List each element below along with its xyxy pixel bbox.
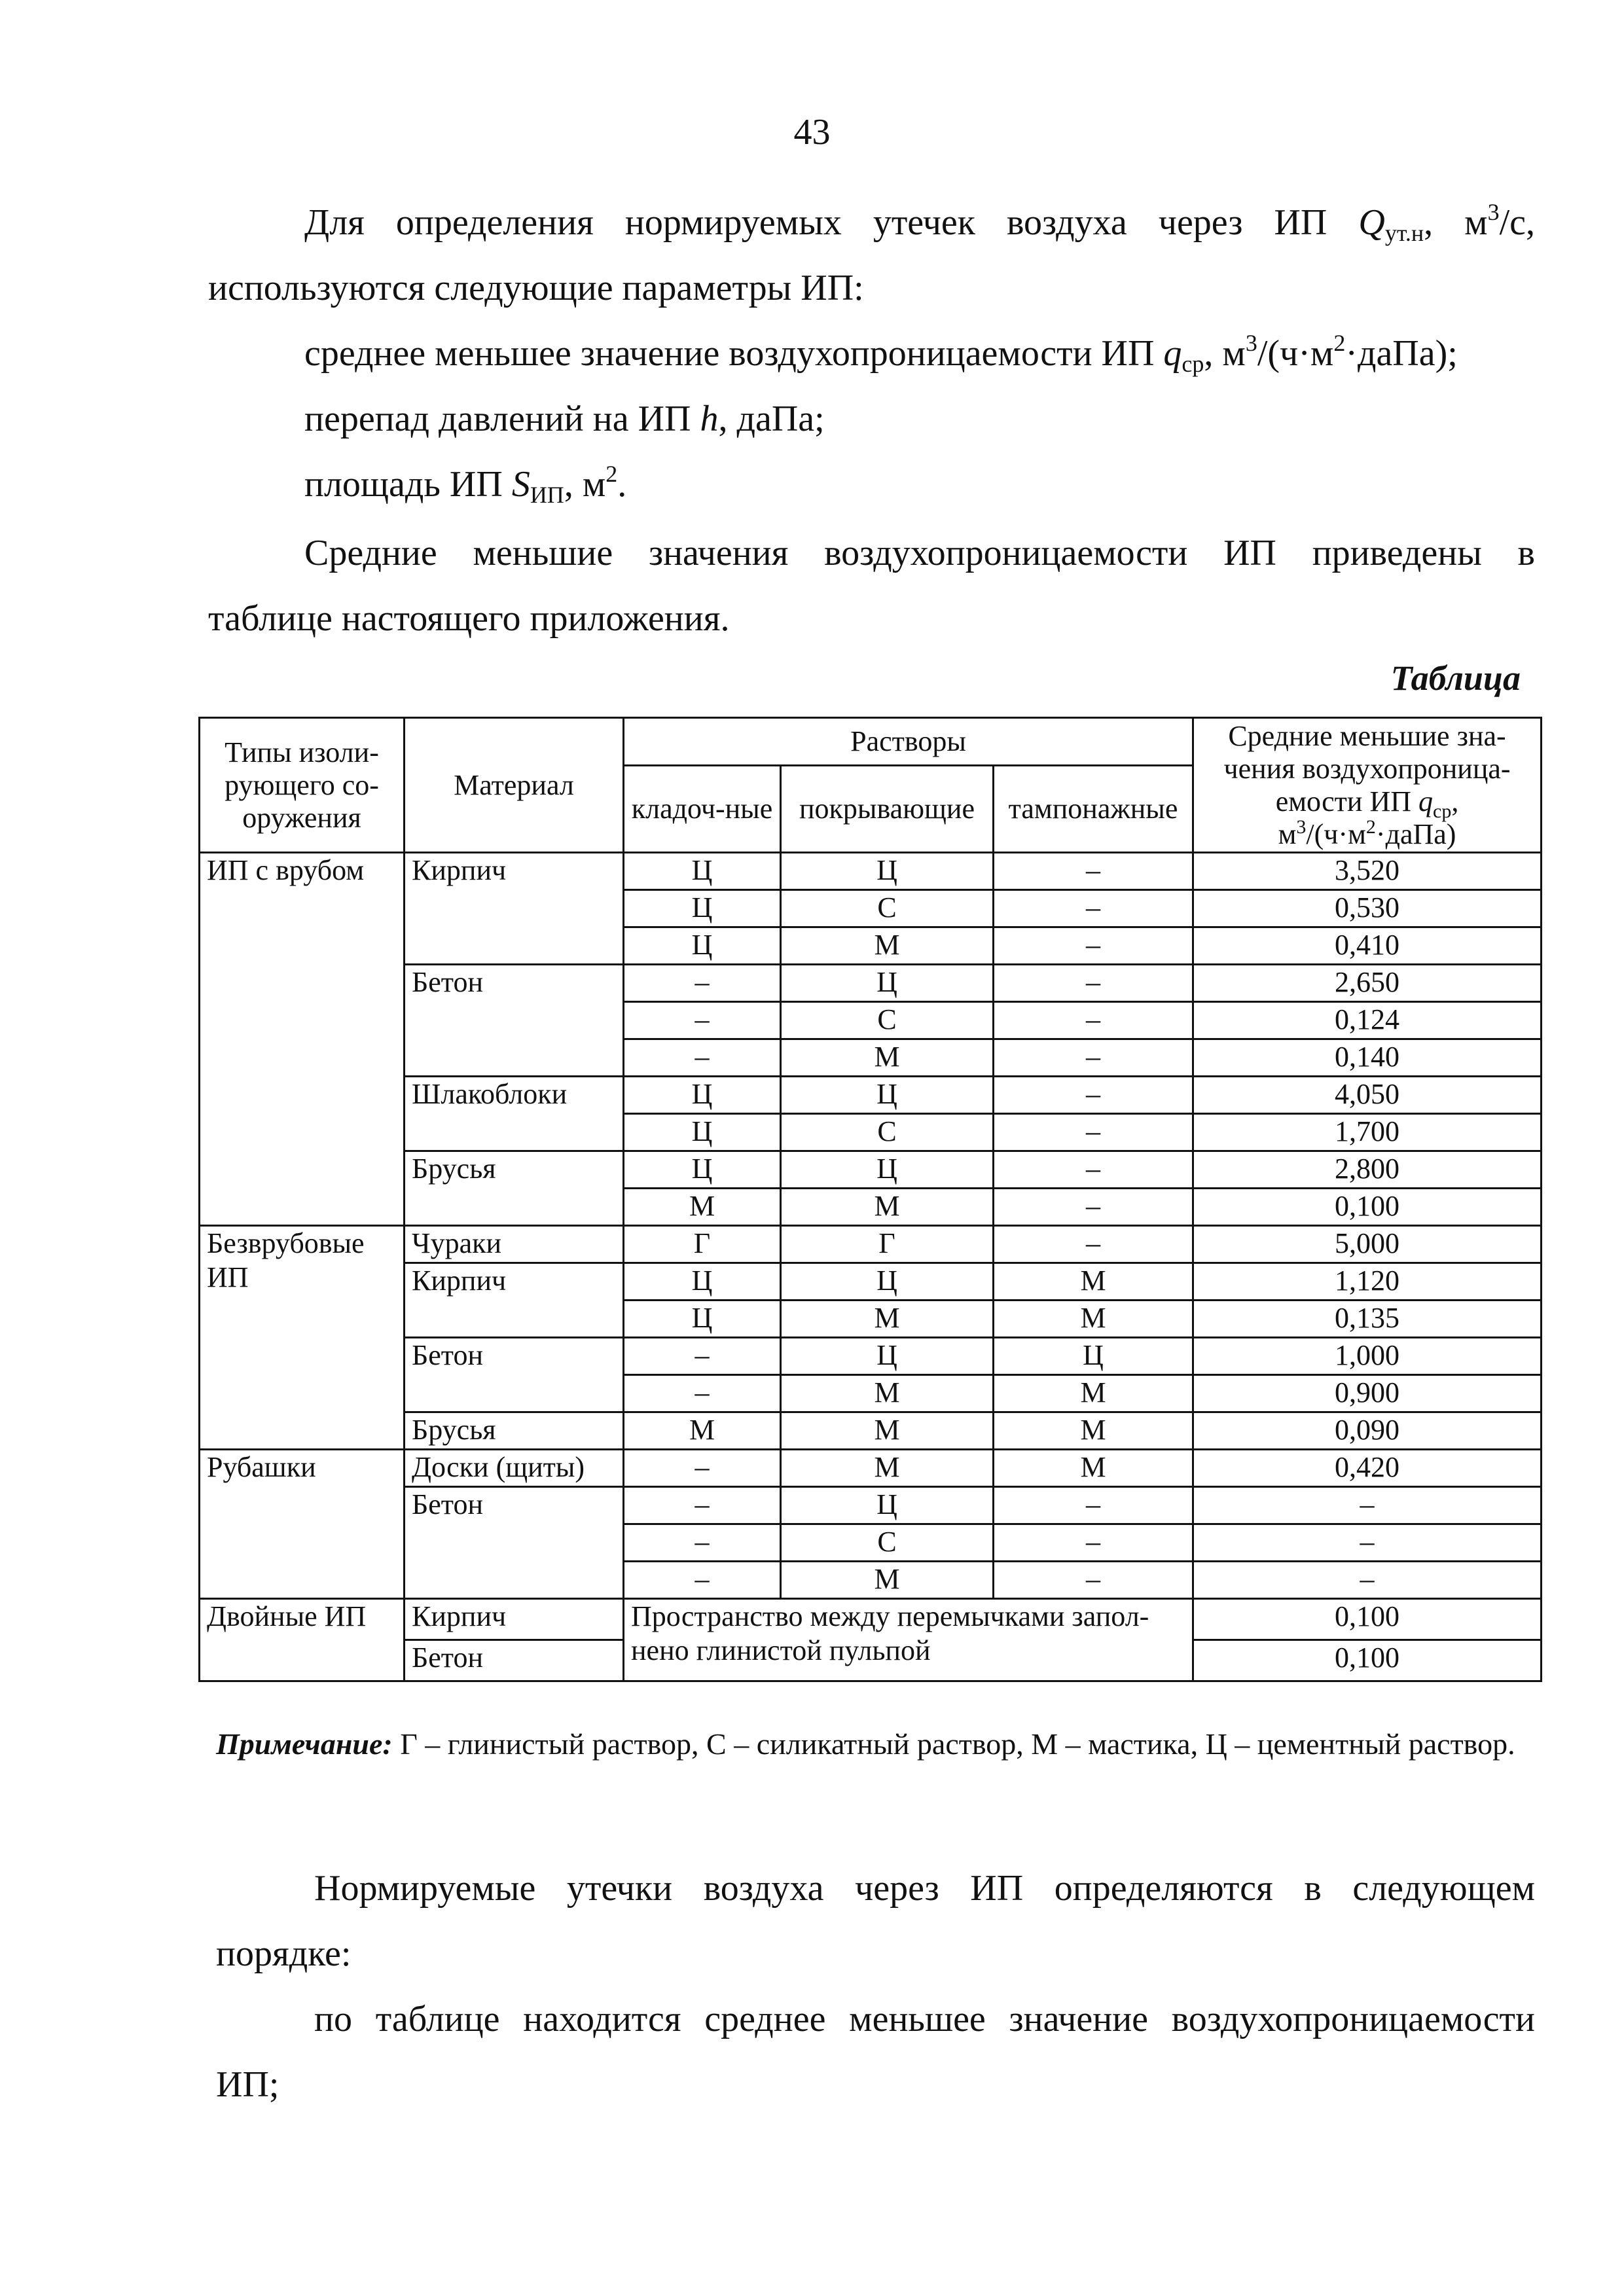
cell-plugging: –	[994, 1002, 1193, 1039]
type-cell: Безврубовые ИП	[200, 1226, 405, 1450]
superscript: 3	[1296, 816, 1307, 838]
material-cell: Кирпич	[405, 853, 624, 965]
cell-coating: Ц	[781, 1151, 994, 1189]
material-cell: Бетон	[405, 1338, 624, 1412]
cell-plugging: –	[994, 1524, 1193, 1562]
subscript: ИП	[530, 482, 564, 508]
text: ·даПа);	[1345, 333, 1458, 374]
para-table-ref-line1: Средние меньшие значения воздухопроницаемости ИП приведены в	[304, 533, 1535, 573]
text: перепад давлений на ИП	[304, 399, 700, 439]
material-cell: Чураки	[405, 1226, 624, 1263]
cell-coating: С	[781, 890, 994, 927]
cell-masonry: –	[624, 1562, 781, 1599]
param-area	[304, 452, 626, 517]
text: ·даПа)	[1375, 817, 1456, 850]
type-cell: ИП с врубом	[200, 853, 405, 1226]
cell-coating: М	[781, 1039, 994, 1077]
cell-plugging: –	[994, 1189, 1193, 1226]
cell-value: 0,530	[1193, 890, 1542, 927]
superscript: 2	[1333, 330, 1346, 356]
cell-masonry: Г	[624, 1226, 781, 1263]
cell-coating: Ц	[781, 1263, 994, 1300]
material-cell: Доски (щиты)	[405, 1450, 624, 1487]
cell-plugging: М	[994, 1300, 1193, 1338]
superscript: 3	[1487, 199, 1500, 225]
double-description: Пространство между перемычками запол-нено глинистой пульпой	[624, 1599, 1193, 1681]
cell-coating: М	[781, 927, 994, 965]
cell-masonry: –	[624, 1450, 781, 1487]
cell-masonry: –	[624, 1002, 781, 1039]
cell-plugging: –	[994, 890, 1193, 927]
cell-masonry: –	[624, 1487, 781, 1524]
cell-masonry: Ц	[624, 1114, 781, 1151]
cell-plugging: –	[994, 927, 1193, 965]
cell-value: –	[1193, 1487, 1542, 1524]
table-caption: Таблица	[1390, 658, 1521, 698]
header-masonry: кладоч-ные	[624, 766, 781, 853]
cell-masonry: Ц	[624, 1263, 781, 1300]
text: Для определения нормируемых утечек воздуха через ИП	[304, 202, 1359, 243]
cell-plugging: Ц	[994, 1338, 1193, 1375]
table-row	[200, 1599, 1542, 1640]
para-step-line1: по таблице находится среднее меньшее значение воздухопроницаемости	[314, 1999, 1535, 2039]
cell-value: 1,700	[1193, 1114, 1542, 1151]
cell-value: 2,650	[1193, 965, 1542, 1002]
superscript: 2	[1365, 816, 1376, 838]
param-pressure	[304, 386, 825, 452]
cell-value: 4,050	[1193, 1077, 1542, 1114]
cell-plugging: –	[994, 1487, 1193, 1524]
cell-coating: М	[781, 1189, 994, 1226]
cell-value: 0,410	[1193, 927, 1542, 965]
para-table-ref-line2: таблице настоящего приложения.	[208, 598, 730, 639]
cell-coating: С	[781, 1524, 994, 1562]
para-intro-line1	[304, 190, 1535, 255]
text: м	[1278, 817, 1297, 850]
material-cell: Шлакоблоки	[405, 1077, 624, 1151]
cell-plugging: –	[994, 1114, 1193, 1151]
cell-plugging: М	[994, 1263, 1193, 1300]
note-text: Г – глинистый раствор, С – силикатный раствор, М – мастика, Ц – цементный раствор.	[392, 1727, 1515, 1761]
cell-masonry: Ц	[624, 1077, 781, 1114]
material-cell: Бетон	[405, 965, 624, 1077]
text: , м	[1204, 333, 1246, 374]
cell-coating: М	[781, 1375, 994, 1412]
cell-masonry: М	[624, 1412, 781, 1450]
cell-masonry: Ц	[624, 1151, 781, 1189]
cell-plugging: М	[994, 1450, 1193, 1487]
material-cell: Бетон	[405, 1487, 624, 1599]
cell-coating: М	[781, 1300, 994, 1338]
cell-value: 5,000	[1193, 1226, 1542, 1263]
cell-coating: С	[781, 1114, 994, 1151]
cell-plugging: –	[994, 1226, 1193, 1263]
text: /(ч·м	[1257, 333, 1334, 374]
cell-plugging: –	[994, 853, 1193, 890]
cell-value: 0,090	[1193, 1412, 1542, 1450]
para-procedure-line1: Нормируемые утечки воздуха через ИП определяются в следующем	[314, 1868, 1535, 1909]
text: ,	[1451, 785, 1459, 817]
cell-coating: Ц	[781, 1338, 994, 1375]
cell-coating: Ц	[781, 853, 994, 890]
permeability-table	[198, 717, 1542, 1682]
cell-masonry: Ц	[624, 927, 781, 965]
subscript: ср	[1182, 351, 1204, 377]
subscript: ут.н	[1384, 220, 1424, 246]
material-cell: Кирпич	[405, 1263, 624, 1338]
cell-plugging: М	[994, 1412, 1193, 1450]
material-cell: Кирпич	[405, 1599, 624, 1640]
cell-coating: С	[781, 1002, 994, 1039]
header-plugging: тампонажные	[994, 766, 1193, 853]
cell-value: 0,900	[1193, 1375, 1542, 1412]
table-note	[216, 1715, 1519, 1774]
cell-masonry: Ц	[624, 890, 781, 927]
cell-value: 0,135	[1193, 1300, 1542, 1338]
cell-value: –	[1193, 1562, 1542, 1599]
cell-masonry: Ц	[624, 1300, 781, 1338]
text: среднее меньшее значение воздухопроницаемости ИП	[304, 333, 1164, 374]
note-label: Примечание:	[216, 1727, 393, 1761]
cell-coating: М	[781, 1450, 994, 1487]
text: , м	[1424, 202, 1488, 243]
cell-masonry: –	[624, 1338, 781, 1375]
material-cell: Брусья	[405, 1412, 624, 1450]
symbol-q: q	[1163, 333, 1182, 374]
cell-value: 0,100	[1193, 1599, 1542, 1640]
symbol-h: h	[700, 399, 719, 439]
cell-plugging: –	[994, 965, 1193, 1002]
cell-plugging: М	[994, 1375, 1193, 1412]
header-average-value	[1193, 718, 1542, 853]
cell-value: 2,800	[1193, 1151, 1542, 1189]
cell-masonry: –	[624, 1524, 781, 1562]
type-cell: Двойные ИП	[200, 1599, 405, 1681]
cell-plugging: –	[994, 1039, 1193, 1077]
table-row	[200, 1226, 1542, 1263]
table-row	[200, 1450, 1542, 1487]
material-cell: Брусья	[405, 1151, 624, 1226]
subscript: ср	[1433, 800, 1452, 822]
cell-coating: М	[781, 1412, 994, 1450]
table-header-row	[200, 718, 1542, 766]
cell-value: 0,420	[1193, 1450, 1542, 1487]
cell-value: 0,124	[1193, 1002, 1542, 1039]
cell-coating: Ц	[781, 1077, 994, 1114]
text: .	[617, 464, 627, 505]
para-procedure-line2: порядке:	[216, 1933, 352, 1974]
superscript: 2	[605, 461, 618, 487]
text: /с,	[1499, 202, 1535, 243]
cell-plugging: –	[994, 1562, 1193, 1599]
cell-value: 0,100	[1193, 1640, 1542, 1681]
param-permeability	[304, 321, 1458, 386]
type-cell: Рубашки	[200, 1450, 405, 1599]
cell-plugging: –	[994, 1151, 1193, 1189]
text: площадь ИП	[304, 464, 512, 505]
cell-coating: М	[781, 1562, 994, 1599]
cell-value: 1,120	[1193, 1263, 1542, 1300]
cell-coating: Г	[781, 1226, 994, 1263]
page-number: 43	[793, 112, 831, 152]
cell-value: 0,140	[1193, 1039, 1542, 1077]
cell-value: 3,520	[1193, 853, 1542, 890]
table-row	[200, 853, 1542, 890]
cell-masonry: Ц	[624, 853, 781, 890]
text: Средние меньшие зна-чения воздухопроница-емости ИП	[1223, 719, 1511, 817]
cell-coating: Ц	[781, 965, 994, 1002]
header-coating: покрывающие	[781, 766, 994, 853]
cell-plugging: –	[994, 1077, 1193, 1114]
cell-value: 0,100	[1193, 1189, 1542, 1226]
cell-masonry: –	[624, 1375, 781, 1412]
text: /(ч·м	[1306, 817, 1366, 850]
header-solutions: Растворы	[624, 718, 1193, 766]
cell-masonry: М	[624, 1189, 781, 1226]
cell-value: –	[1193, 1524, 1542, 1562]
symbol-q: Q	[1358, 202, 1385, 243]
cell-coating: Ц	[781, 1487, 994, 1524]
symbol-q: q	[1418, 785, 1434, 817]
para-step-line2: ИП;	[216, 2064, 280, 2105]
material-cell: Бетон	[405, 1640, 624, 1681]
cell-value: 1,000	[1193, 1338, 1542, 1375]
cell-masonry: –	[624, 1039, 781, 1077]
text: , м	[564, 464, 606, 505]
superscript: 3	[1245, 330, 1257, 356]
symbol-s: S	[511, 464, 530, 505]
para-intro-line2: используются следующие параметры ИП:	[208, 268, 864, 308]
text: , даПа;	[718, 399, 825, 439]
header-type: Типы изоли-рующего со-оружения	[200, 718, 405, 853]
cell-masonry: –	[624, 965, 781, 1002]
header-material: Материал	[405, 718, 624, 853]
